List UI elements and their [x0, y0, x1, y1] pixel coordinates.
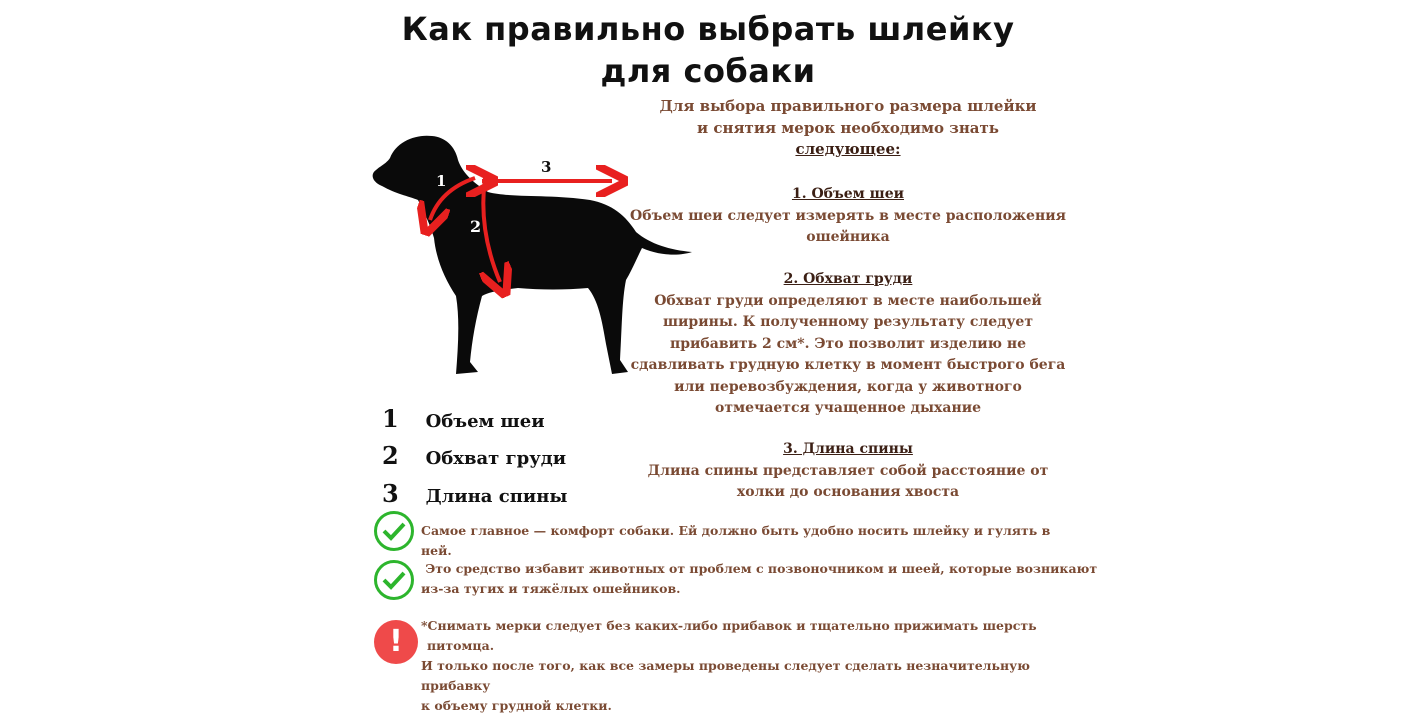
diagram-label-1: 1: [436, 172, 447, 190]
section-chest-text2: ширины. К полученному результату следует: [662, 314, 1034, 330]
legend-item-neck: [382, 404, 545, 433]
section-chest-text3: прибавить 2 см*. Это позволит изделию не: [670, 335, 1026, 352]
note-benefit-line2: из-за тугих и тяжёлых ошейников.: [421, 581, 681, 596]
section-neck-heading: 1. Объем шеи: [791, 186, 905, 202]
section-chest-text5: или перевозбуждения, когда у животного: [674, 378, 1022, 395]
note-warning-line4: к объему грудной клетки.: [421, 698, 612, 713]
legend-label: Объем шеи: [425, 411, 545, 432]
note-warning-line2: питомца.: [427, 638, 495, 653]
page-title-line2: для собаки: [600, 52, 816, 90]
diagram-label-3: 3: [541, 158, 552, 176]
checkmark-icon: [374, 511, 414, 551]
section-neck-text2: ошейника: [806, 229, 890, 245]
legend-num: 1: [382, 404, 399, 433]
page-title-line1: Как правильно выбрать шлейку: [401, 10, 1015, 48]
section-chest: [628, 269, 1068, 420]
legend-item-chest: [382, 441, 566, 470]
note-benefit-line1: Это средство избавит животных от проблем с позвоночником и шеей, которые возникают: [421, 561, 1098, 576]
intro-line2: и снятия мерок необходимо знать: [697, 118, 999, 137]
checkmark-icon: [374, 560, 414, 600]
legend-label: Обхват груди: [425, 448, 567, 469]
note-comfort: Самое главное — комфорт собаки. Ей должно быть удобно носить шлейку и гулять в ней.: [421, 523, 1051, 558]
section-chest-text6: отмечается учащенное дыхание: [715, 400, 981, 416]
section-back-text2: холки до основания хвоста: [736, 484, 960, 500]
intro-block: [628, 96, 1068, 161]
note-warning-line1: *Снимать мерки следует без каких-либо прибавок и тщательно прижимать шерсть: [421, 618, 1037, 633]
section-chest-text1: Обхват груди определяют в месте наибольшей: [654, 292, 1042, 309]
note-benefit: [421, 559, 1098, 599]
legend-num: 3: [382, 479, 399, 508]
legend-num: 2: [382, 441, 399, 470]
section-back-text1: Длина спины представляет собой расстояние от: [647, 462, 1049, 479]
section-chest-text4: сдавливать грудную клетку в момент быстрого бега: [630, 357, 1066, 373]
intro-line1: Для выбора правильного размера шлейки: [659, 97, 1037, 115]
legend-item-back: [382, 479, 567, 508]
note-warning-line3: И только после того, как все замеры проведены следует сделать незначительную прибавку: [421, 658, 1030, 693]
section-neck-text1: Объем шеи следует измерять в месте расположения: [630, 207, 1066, 224]
note-warning: [421, 616, 1071, 716]
intro-line3: следующее:: [795, 140, 901, 158]
legend-label: Длина спины: [425, 486, 568, 507]
diagram-label-2: 2: [470, 217, 482, 236]
section-neck: [628, 184, 1068, 249]
section-back: [628, 439, 1068, 504]
section-back-heading: 3. Длина спины: [783, 441, 913, 457]
section-chest-heading: 2. Обхват груди: [783, 271, 913, 287]
exclamation-icon: !: [374, 620, 418, 664]
